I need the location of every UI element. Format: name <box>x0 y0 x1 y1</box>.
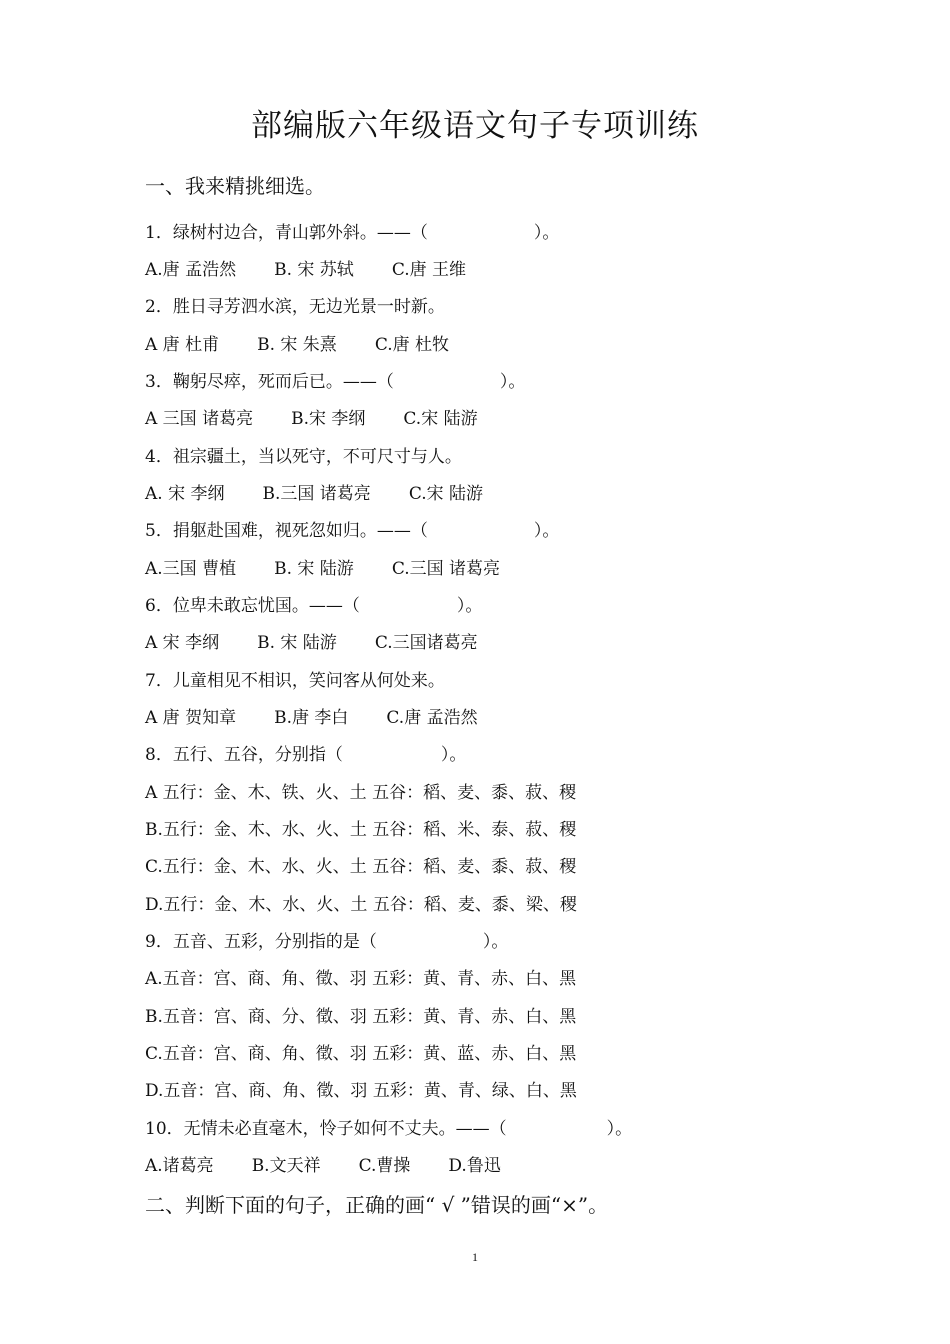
question-stem: 3．鞠躬尽瘁，死而后已。——（ <box>145 372 394 392</box>
option-b: B.五音：宫、商、分、徵、羽 五彩：黄、青、赤、白、黑 <box>145 1007 577 1027</box>
question-stem: 9．五音、五彩，分别指的是（ <box>145 932 377 952</box>
options-1 <box>145 258 466 282</box>
option-d: D.五音：宫、商、角、徵、羽 五彩：黄、青、绿、白、黑 <box>145 1081 577 1101</box>
option-c: C.唐 孟浩然 <box>386 708 478 728</box>
option-c: C.五音：宫、商、角、徵、羽 五彩：黄、蓝、赤、白、黑 <box>145 1044 577 1064</box>
option-d: D.鲁迅 <box>448 1156 501 1176</box>
question-9: 9．五音、五彩，分别指的是（ ）。 <box>145 932 509 952</box>
option-a: A 唐 贺知章 <box>145 708 237 728</box>
options-2 <box>145 333 449 357</box>
options-5 <box>145 557 500 581</box>
option-c: C.宋 陆游 <box>408 484 484 504</box>
option-b: B.文天祥 <box>251 1156 321 1176</box>
document-title: 部编版六年级语文句子专项训练 <box>251 108 699 144</box>
option-b: B. 宋 陆游 <box>274 559 354 579</box>
option-b: B.三国 诸葛亮 <box>262 484 371 504</box>
options-4 <box>145 482 483 506</box>
option-b: B. 宋 朱熹 <box>257 335 337 355</box>
option-a: A.五音：宫、商、角、徵、羽 五彩：黄、青、赤、白、黑 <box>145 969 577 989</box>
option-b: B.唐 李白 <box>274 708 349 728</box>
option-a: A.唐 孟浩然 <box>145 260 237 280</box>
question-10: 10．无情未必直毫木，怜子如何不丈夫。——（ ）。 <box>145 1119 633 1139</box>
question-1: 1．绿树村边合，青山郭外斜。——（ ）。 <box>145 223 560 243</box>
option-a: A 宋 李纲 <box>145 633 220 653</box>
question-3: 3．鞠躬尽瘁，死而后已。——（ ）。 <box>145 372 526 392</box>
option-c: C.五行：金、木、水、火、土 五谷：稻、麦、黍、菽、稷 <box>145 857 577 877</box>
section-heading-1: 一、我来精挑细选。 <box>145 174 325 198</box>
question-8: 8．五行、五谷，分别指（ ）。 <box>145 745 467 765</box>
options-10 <box>145 1154 501 1178</box>
page-number: 1 <box>472 1250 478 1264</box>
option-a: A 唐 杜甫 <box>145 335 220 355</box>
question-4 <box>145 445 462 469</box>
question-stem: 2．胜日寻芳泗水滨，无边光景一时新。 <box>145 297 445 317</box>
option-a: A 三国 诸葛亮 <box>145 409 254 429</box>
options-3 <box>145 407 478 431</box>
option-a: A. 宋 李纲 <box>145 484 225 504</box>
option-b: B.宋 李纲 <box>291 409 366 429</box>
option-c: C.三国诸葛亮 <box>374 633 478 653</box>
option-d: D.五行：金、木、水、火、土 五谷：稻、麦、黍、梁、稷 <box>145 895 577 915</box>
question-stem: 4．祖宗疆土，当以死守，不可尺寸与人。 <box>145 447 462 467</box>
question-5: 5．捐躯赴国难，视死忽如归。——（ ）。 <box>145 521 560 541</box>
option-a: A.三国 曹植 <box>145 559 237 579</box>
option-a: A.诸葛亮 <box>145 1156 214 1176</box>
option-c: C.曹操 <box>358 1156 411 1176</box>
options-7 <box>145 706 478 730</box>
option-b: B. 宋 苏轼 <box>274 260 354 280</box>
question-7 <box>145 669 445 693</box>
option-c: C.唐 杜牧 <box>374 335 450 355</box>
question-6: 6．位卑未敢忘忧国。——（ ）。 <box>145 596 483 616</box>
option-c: C.宋 陆游 <box>403 409 478 429</box>
question-stem: 10．无情未必直毫木，怜子如何不丈夫。——（ <box>145 1119 507 1139</box>
option-b: B. 宋 陆游 <box>257 633 337 653</box>
option-a: A 五行：金、木、铁、火、土 五谷：稻、麦、黍、菽、稷 <box>145 783 577 803</box>
option-b: B.五行：金、木、水、火、土 五谷：稻、米、泰、菽、稷 <box>145 820 577 840</box>
options-6 <box>145 631 478 655</box>
question-stem: 5．捐躯赴国难，视死忽如归。——（ <box>145 521 428 541</box>
section-heading-2: 二、判断下面的句子，正确的画“ √ ”错误的画“×”。 <box>145 1193 609 1217</box>
question-stem: 1．绿树村边合，青山郭外斜。——（ <box>145 223 428 243</box>
question-stem: 6．位卑未敢忘忧国。——（ <box>145 596 360 616</box>
question-2 <box>145 295 445 319</box>
question-stem: 8．五行、五谷，分别指（ <box>145 745 343 765</box>
question-stem: 7．儿童相见不相识，笑问客从何处来。 <box>145 671 445 691</box>
option-c: C.唐 王维 <box>391 260 467 280</box>
option-c: C.三国 诸葛亮 <box>391 559 501 579</box>
